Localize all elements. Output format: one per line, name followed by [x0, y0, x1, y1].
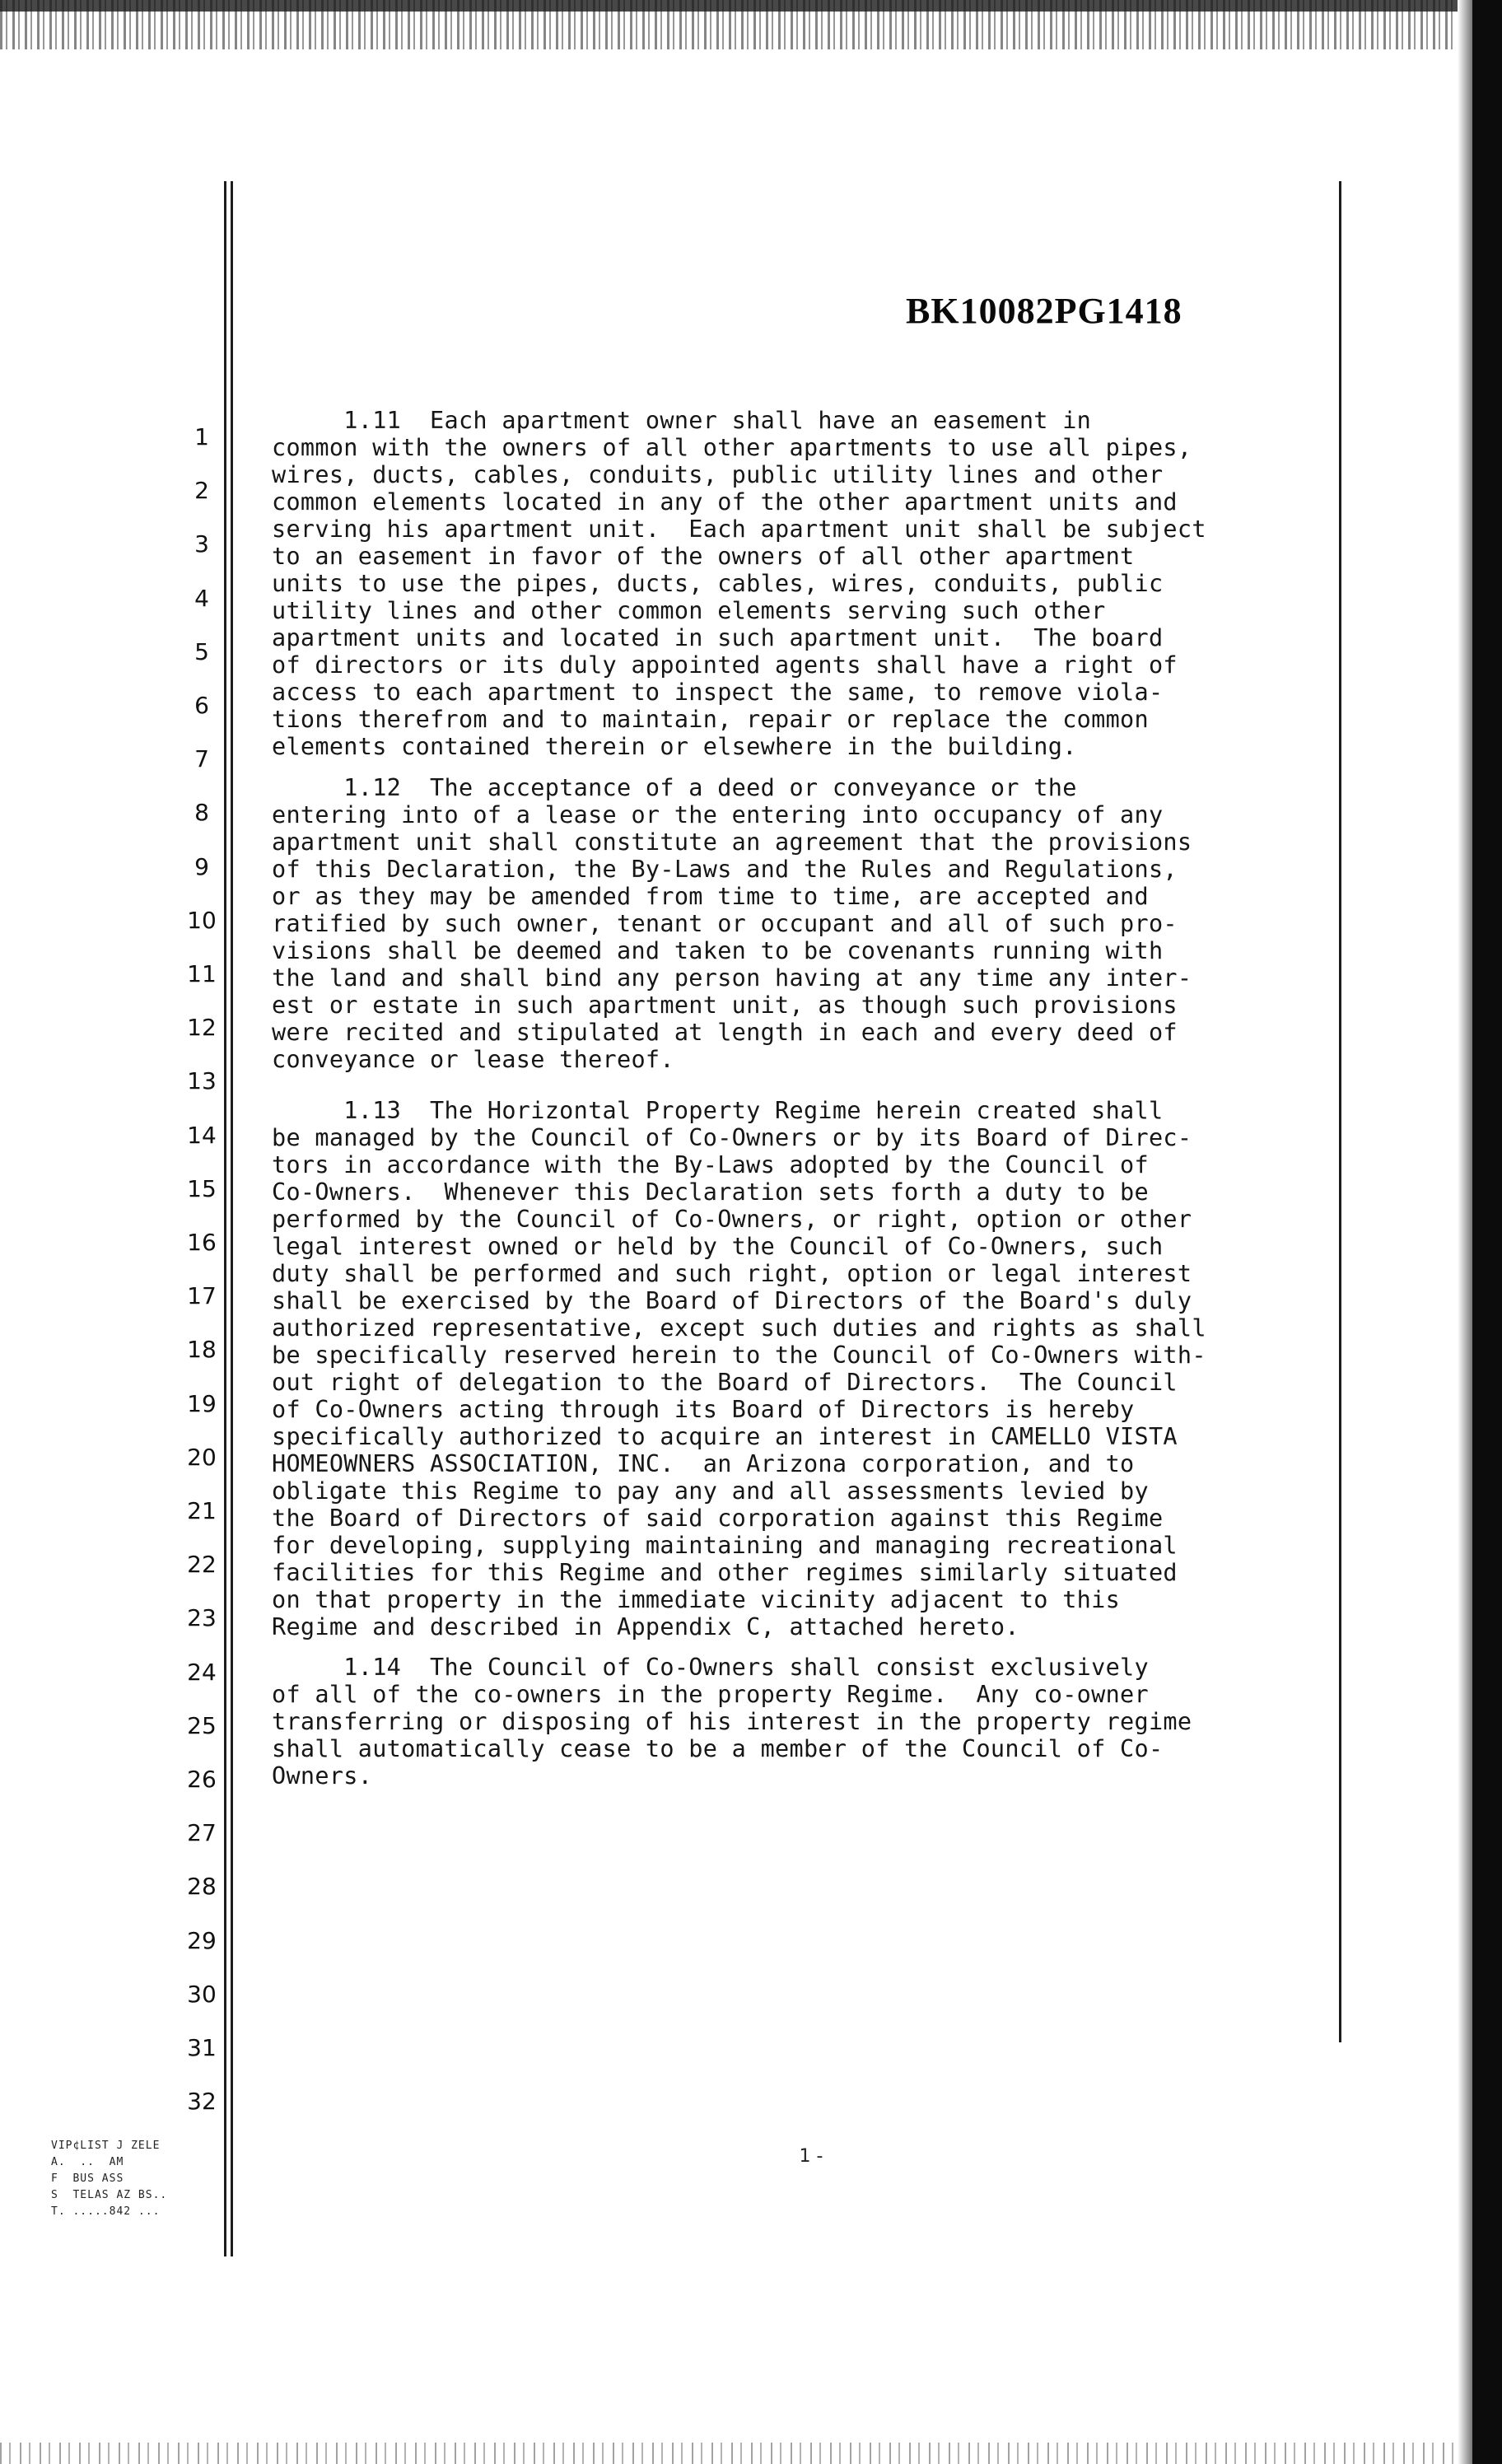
text-line: est or estate in such apartment unit, as though such provisions — [272, 992, 1178, 1019]
text-line: units to use the pipes, ducts, cables, wires, conduits, public — [272, 570, 1164, 597]
text-line: facilities for this Regime and other regimes similarly situated — [272, 1559, 1178, 1586]
text-line: transferring or disposing of his interest in the property regime — [272, 1708, 1192, 1735]
side-stamp-line: S TELAS AZ BS.. — [51, 2189, 168, 2201]
text-line: visions shall be deemed and taken to be covenants running with — [272, 937, 1164, 964]
line-number: 16 — [187, 1229, 217, 1256]
line-number: 7 — [194, 745, 209, 773]
text-line: of this Declaration, the By-Laws and the Rules and Regulations, — [272, 856, 1178, 883]
text-line: 1.12 The acceptance of a deed or conveyance or the — [272, 774, 1077, 801]
text-line: of directors or its duly appointed agents shall have a right of — [272, 651, 1178, 679]
left-margin-rule-outer — [224, 181, 226, 2256]
line-number: 19 — [187, 1389, 217, 1417]
text-line: specifically authorized to acquire an interest in CAMELLO VISTA — [272, 1423, 1178, 1450]
text-line: Owners. — [272, 1762, 373, 1790]
text-line: tions therefrom and to maintain, repair or replace the common — [272, 706, 1149, 733]
line-number: 18 — [187, 1336, 217, 1364]
line-number: 12 — [187, 1014, 217, 1042]
text-line: the Board of Directors of said corporation against this Regime — [272, 1505, 1164, 1532]
text-line: on that property in the immediate vicinity adjacent to this — [272, 1586, 1121, 1613]
scan-right-edge — [1472, 0, 1502, 2464]
text-line: common with the owners of all other apartments to use all pipes, — [272, 434, 1192, 461]
text-line: elements contained therein or elsewhere in the building. — [272, 733, 1077, 760]
side-stamp — [51, 2138, 224, 2220]
scan-right-shadow — [1458, 0, 1472, 2464]
text-line: conveyance or lease thereof. — [272, 1046, 674, 1073]
line-number: 25 — [187, 1711, 217, 1739]
line-number: 32 — [187, 2088, 217, 2116]
line-number: 20 — [187, 1443, 217, 1471]
line-number: 8 — [194, 799, 209, 827]
line-number: 4 — [194, 584, 209, 612]
text-line: of Co-Owners acting through its Board of Directors is hereby — [272, 1396, 1135, 1423]
left-margin-rule-inner — [231, 181, 233, 2256]
paragraph-1-12 — [272, 774, 1342, 1073]
line-number: 5 — [194, 637, 209, 665]
text-line: wires, ducts, cables, conduits, public utility lines and other — [272, 461, 1164, 488]
line-number: 10 — [187, 906, 217, 934]
text-line: be managed by the Council of Co-Owners or by its Board of Direc- — [272, 1124, 1192, 1151]
text-line: utility lines and other common elements serving such other — [272, 597, 1106, 624]
book-page-reference: BK10082PG1418 — [906, 291, 1182, 331]
line-number: 24 — [187, 1658, 217, 1686]
text-line: 1.14 The Council of Co-Owners shall consist exclusively — [272, 1654, 1149, 1681]
line-number: 11 — [187, 960, 217, 987]
line-number: 13 — [187, 1067, 217, 1095]
paragraph-1-11 — [272, 407, 1342, 760]
line-number: 1 — [194, 423, 209, 450]
side-stamp-line: A. .. AM — [51, 2156, 124, 2168]
text-line: apartment units and located in such apartment unit. The board — [272, 624, 1164, 651]
line-number: 31 — [187, 2034, 217, 2061]
side-stamp-line: F BUS ASS — [51, 2172, 124, 2185]
text-line: performed by the Council of Co-Owners, or right, option or other — [272, 1206, 1192, 1233]
line-number: 30 — [187, 1980, 217, 2008]
side-stamp-line: VIP¢LIST J ZELE — [51, 2140, 161, 2152]
text-line: 1.11 Each apartment owner shall have an easement in — [272, 407, 1092, 434]
text-line: obligate this Regime to pay any and all assessments levied by — [272, 1477, 1149, 1505]
text-line: ratified by such owner, tenant or occupant and all of such pro- — [272, 910, 1178, 937]
text-line: tors in accordance with the By-Laws adopted by the Council of — [272, 1151, 1149, 1178]
text-line: the land and shall bind any person having at any time any inter- — [272, 964, 1192, 992]
text-line: for developing, supplying maintaining and managing recreational — [272, 1532, 1178, 1559]
text-line: were recited and stipulated at length in each and every deed of — [272, 1019, 1178, 1046]
text-line: to an easement in favor of the owners of all other apartment — [272, 543, 1135, 570]
line-number: 22 — [187, 1551, 217, 1579]
line-number: 26 — [187, 1766, 217, 1793]
text-line: of all of the co-owners in the property Regime. Any co-owner — [272, 1681, 1149, 1708]
text-line: 1.13 The Horizontal Property Regime herein created shall — [272, 1097, 1164, 1124]
text-line: shall automatically cease to be a member of the Council of Co- — [272, 1735, 1164, 1762]
line-number: 21 — [187, 1497, 217, 1524]
text-line: authorized representative, except such duties and rights as shall — [272, 1314, 1206, 1342]
text-line: duty shall be performed and such right, option or legal interest — [272, 1260, 1192, 1287]
scan-top-bar — [0, 0, 1458, 12]
paragraph-1-13 — [272, 1097, 1342, 1640]
text-line: Regime and described in Appendix C, attached hereto. — [272, 1613, 1019, 1640]
text-line: serving his apartment unit. Each apartment unit shall be subject — [272, 516, 1206, 543]
text-line: legal interest owned or held by the Council of Co-Owners, such — [272, 1233, 1164, 1260]
side-stamp-line: T. .....842 ... — [51, 2205, 161, 2218]
line-number: 28 — [187, 1873, 217, 1901]
text-line: shall be exercised by the Board of Directors of the Board's duly — [272, 1287, 1192, 1314]
line-number: 27 — [187, 1819, 217, 1847]
line-number: 9 — [194, 852, 209, 880]
text-line: access to each apartment to inspect the same, to remove viola- — [272, 679, 1164, 706]
text-line: apartment unit shall constitute an agreement that the provisions — [272, 828, 1192, 856]
text-line: out right of delegation to the Board of Directors. The Council — [272, 1369, 1178, 1396]
line-number: 3 — [194, 530, 209, 558]
text-line: common elements located in any of the other apartment units and — [272, 488, 1178, 516]
text-line: or as they may be amended from time to time, are accepted and — [272, 883, 1149, 910]
paragraph-1-14 — [272, 1654, 1342, 1790]
page-number: 1 - — [799, 2146, 823, 2167]
line-number: 29 — [187, 1926, 217, 1954]
text-line: HOMEOWNERS ASSOCIATION, INC. an Arizona corporation, and to — [272, 1450, 1135, 1477]
text-line: entering into of a lease or the entering into occupancy of any — [272, 801, 1164, 828]
line-number: 17 — [187, 1282, 217, 1310]
line-number: 6 — [194, 692, 209, 719]
line-number: 15 — [187, 1174, 217, 1202]
line-number: 23 — [187, 1604, 217, 1632]
line-number: 14 — [187, 1121, 217, 1149]
line-number: 2 — [194, 477, 209, 505]
text-line: be specifically reserved herein to the Council of Co-Owners with- — [272, 1342, 1206, 1369]
scan-bottom-noise — [0, 2443, 1458, 2464]
text-line: Co-Owners. Whenever this Declaration sets forth a duty to be — [272, 1178, 1149, 1206]
